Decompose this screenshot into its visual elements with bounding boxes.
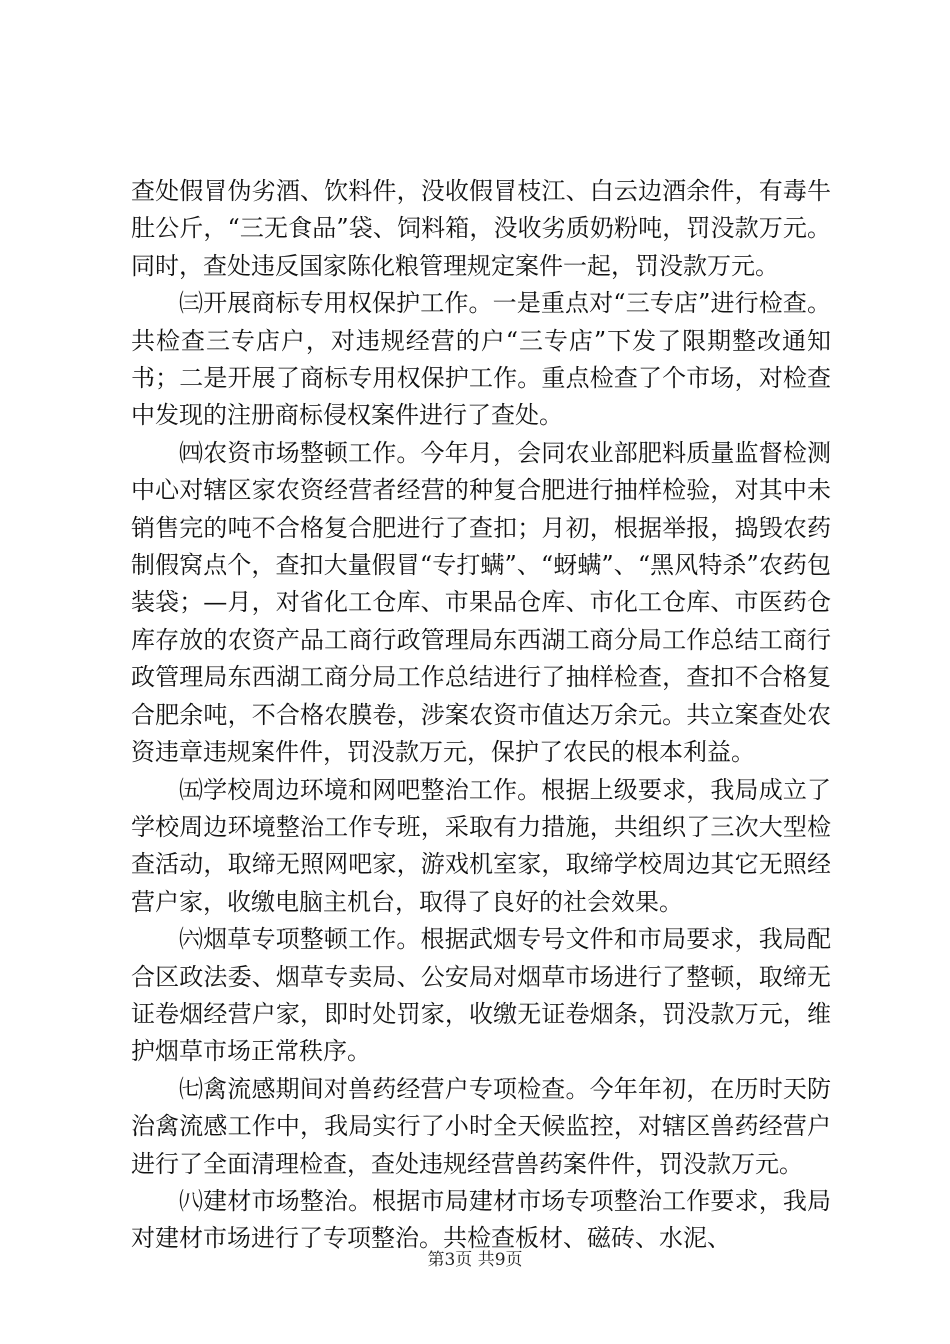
paragraph-5: ㈥烟草专项整顿工作。根据武烟专号文件和市局要求，我局配合区政法委、烟草专卖局、公安局对烟草市场进行了整顿，取缔无证卷烟经营户家，即时处罚家，收缴无证卷烟条，罚没款万元，维护烟草市场正常秩序。 — [131, 925, 831, 1066]
paragraph-7: ㈧建材市场整治。根据市局建材市场专项整治工作要求，我局对建材市场进行了专项整治。共检查板材、磁砖、水泥、 — [131, 1186, 831, 1253]
page-footer: 第3页 共9页 — [427, 1250, 523, 1270]
paragraph-4: ㈤学校周边环境和网吧整治工作。根据上级要求，我局成立了学校周边环境整治工作专班，采取有力措施，共组织了三次大型检查活动，取缔无照网吧家，游戏机室家，取缔学校周边其它无照经营户家，收缴电脑主机台，取得了良好的社会效果。 — [131, 775, 831, 916]
paragraph-2: ㈢开展商标专用权保护工作。一是重点对“三专店”进行检查。共检查三专店户，对违规经营的户“三专店”下发了限期整改通知书；二是开展了商标专用权保护工作。重点检查了个市场，对检查中发现的注册商标侵权案件进行了查处。 — [131, 289, 831, 430]
paragraph-3: ㈣农资市场整顿工作。今年月，会同农业部肥料质量监督检测中心对辖区家农资经营者经营的种复合肥进行抽样检验，对其中未销售完的吨不合格复合肥进行了查扣；月初，根据举报，捣毁农药制假窝点个，查扣大量假冒“专打螨”、“蚜螨”、“黑风特杀”农药包装袋；—月，对省化工仓库、市果品仓库、市化工仓库、市医药仓库存放的农资产品工商行政管理局东西湖工商分局工作总结工商行政管理局东西湖工商分局工作总结进行了抽样检查，查扣不合格复合肥余吨，不合格农膜卷，涉案农资市值达万余元。共立案查处农资违章违规案件件，罚没款万元，保护了农民的根本利益。 — [131, 438, 831, 767]
paragraph-1: 查处假冒伪劣酒、饮料件，没收假冒枝江、白云边酒余件，有毒牛肚公斤，“三无食品”袋、饲料箱，没收劣质奶粉吨，罚没款万元。同时，查处违反国家陈化粮管理规定案件一起，罚没款万元。 — [131, 177, 831, 280]
body-text — [131, 173, 831, 1258]
paragraph-6: ㈦禽流感期间对兽药经营户专项检查。今年年初，在历时天防治禽流感工作中，我局实行了小时全天候监控，对辖区兽药经营户进行了全面清理检查，查处违规经营兽药案件件，罚没款万元。 — [131, 1074, 831, 1178]
